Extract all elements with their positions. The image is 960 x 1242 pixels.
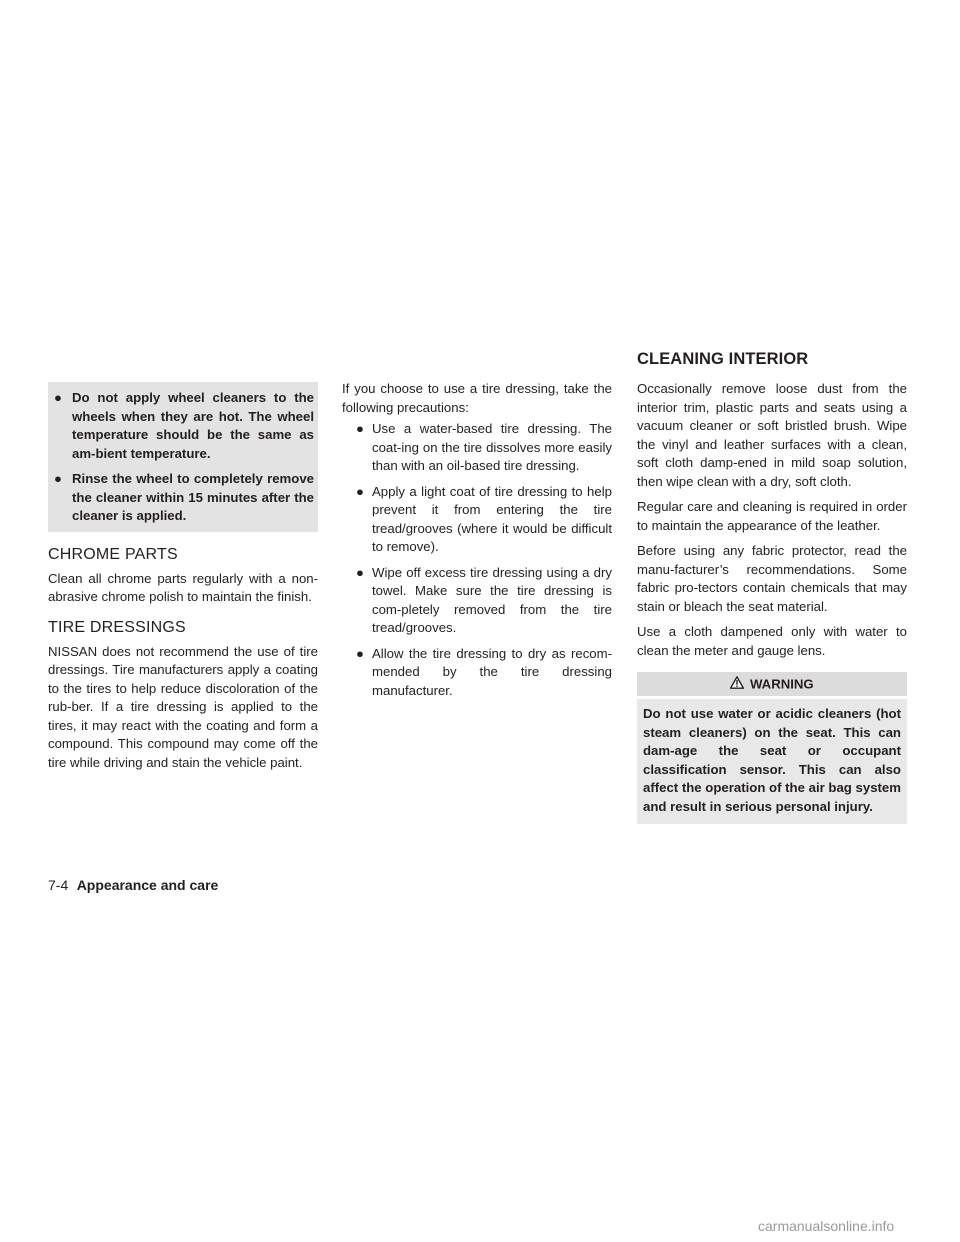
caution-list [50, 389, 314, 526]
interior-paragraph: Before using any fabric protector, read the manu-facturer’s recommendations. Some fabric pro-tectors contain chemicals that may stain or bleach the seat material. [637, 543, 907, 614]
page-number: 7-4 [48, 877, 69, 893]
precaution-item [342, 564, 612, 638]
caution-text: Rinse the wheel to completely remove the cleaner within 15 minutes after the cleaner is applied. [72, 471, 314, 523]
caution-item [50, 470, 314, 526]
warning-box [637, 672, 907, 824]
column-2 [342, 380, 612, 707]
caution-item [50, 389, 314, 463]
precautions-list [342, 420, 612, 700]
warning-triangle-icon [730, 673, 744, 697]
bullet-icon: ● [356, 483, 364, 499]
warning-text: Do not use water or acidic cleaners (hot steam cleaners) on the seat. This can dam-age the seat or occupant classification sensor. This can also affect the operation of the air bag system and result in serious personal injury. [637, 699, 907, 824]
column-1 [48, 382, 318, 772]
precaution-text: Apply a light coat of tire dressing to help prevent it from entering the tire tread/grooves (where it would be difficult to remove). [372, 483, 612, 554]
precaution-text: Use a water-based tire dressing. The coat-ing on the tire dissolves more easily than with an oil-based tire dressing. [372, 421, 612, 473]
warning-header [637, 672, 907, 696]
interior-paragraph: Occasionally remove loose dust from the interior trim, plastic parts and seats using a vacuum cleaner or soft bristled brush. Wipe the vinyl and leather surfaces with a clean, soft cloth damp-ened in mild soap solution, then wipe clean with a dry, soft cloth. [637, 381, 907, 489]
column-3 [637, 380, 907, 824]
precautions-intro: If you choose to use a tire dressing, take the following precautions: [342, 381, 612, 415]
precaution-item [342, 483, 612, 557]
bullet-icon: ● [54, 390, 62, 405]
wheel-cleaner-caution-box [48, 382, 318, 532]
interior-paragraph: Regular care and cleaning is required in order to maintain the appearance of the leather. [637, 499, 907, 533]
warning-label: WARNING [749, 676, 814, 692]
precaution-item [342, 420, 612, 476]
precaution-item [342, 645, 612, 701]
tire-dressings-heading: TIRE DRESSINGS [48, 618, 186, 636]
section-title: CLEANING INTERIOR [637, 350, 809, 368]
precaution-text: Allow the tire dressing to dry as recom-mended by the tire dressing manufacturer. [372, 645, 612, 698]
bullet-icon: ● [356, 564, 364, 580]
watermark: carmanualsonline.info [758, 1218, 895, 1234]
interior-paragraph: Use a cloth dampened only with water to clean the meter and gauge lens. [637, 624, 907, 658]
page-footer [48, 877, 218, 895]
chrome-parts-heading: CHROME PARTS [48, 545, 178, 563]
precaution-text: Wipe off excess tire dressing using a dry towel. Make sure the tire dressing is com-pletely removed from the tire tread/grooves. [372, 564, 612, 635]
chrome-parts-text: Clean all chrome parts regularly with a non-abrasive chrome polish to maintain the finish. [48, 570, 318, 604]
bullet-icon: ● [356, 645, 364, 661]
bullet-icon: ● [54, 471, 62, 486]
bullet-icon: ● [356, 421, 364, 436]
chapter-title: Appearance and care [76, 877, 219, 893]
caution-text: Do not apply wheel cleaners to the wheels when they are hot. The wheel temperature should be the same as am-bient temperature. [72, 390, 314, 461]
tire-dressings-text: NISSAN does not recommend the use of tire dressings. Tire manufacturers apply a coating to the tires to help reduce discoloration of the rub-ber. If a tire dressing is applied to the tires, it may react with the coating and form a compound. This compound may come off the tire while driving and stain the vehicle paint. [48, 643, 318, 770]
